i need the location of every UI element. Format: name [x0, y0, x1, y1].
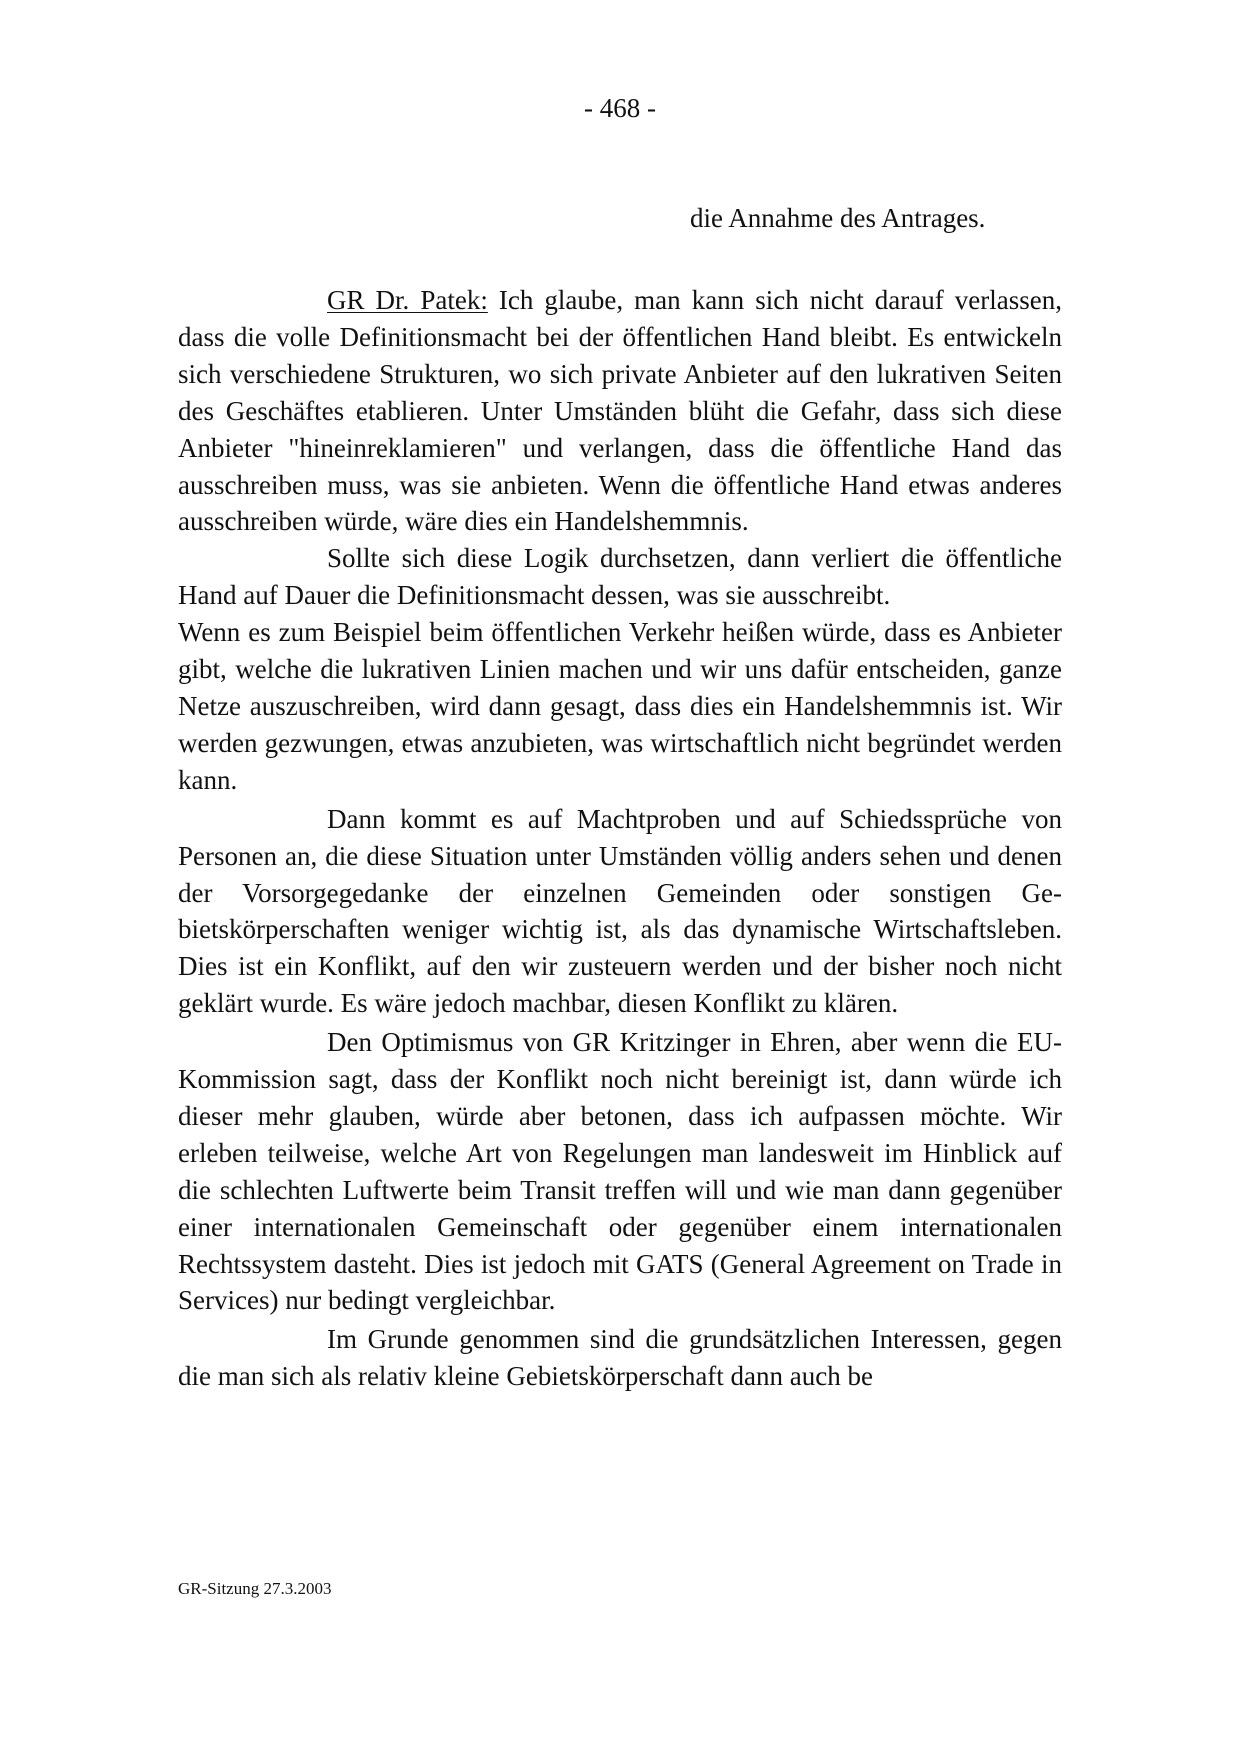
page-number: - 468 -: [584, 93, 656, 123]
paragraph-logic: Sollte sich diese Logik durchsetzen, dann verliert die öffentliche Hand auf Dauer die Definitionsmacht dessen, was sie ausschreibt.: [178, 543, 1062, 611]
footer-session-date: GR-Sitzung 27.3.2003: [178, 1579, 332, 1598]
carryover-text: die Annahme des Antrages.: [690, 203, 986, 233]
paragraph-patek-intro: [178, 282, 1062, 540]
paragraph-optimismus: Den Optimismus von GR Kritzinger in Ehren, aber wenn die EU-Kommission sagt, dass der Konflikt noch nicht bereinigt ist, dann würde ich dieser mehr glauben, würde aber betonen, dass ich aufpassen möchte. Wir erleben teilweise, welche Art von Regelungen man landesweit im Hinblick auf die schlechten Luftwerte beim Transit treffen will und wie man dann gegenüber einer internationalen Gemeinschaft oder gegenüber einem internationalen Rechtssystem dasteht. Dies ist jedoch mit GATS (General Agreement on Trade in Services) nur bedingt vergleichbar.: [178, 1027, 1062, 1316]
paragraph-grunde: Im Grunde genommen sind die grundsätzlichen Interessen, gegen die man sich als relativ kleine Gebietskörperschaft dann auch be: [178, 1324, 1062, 1392]
paragraph-machtproben: Dann kommt es auf Machtproben und auf Schiedssprüche von Personen an, die diese Situation unter Umständen völlig anders sehen und denen der Vorsorgegedanke der einzelnen Gemeinden oder sonstigen Gebietskörperschaften weniger wichtig ist, als das dynamische Wirtschaftsleben. Dies ist ein Konflikt, auf den wir zusteuern werden und der bisher noch nicht geklärt wurde. Es wäre jedoch machbar, diesen Konflikt zu klären.: [178, 803, 1062, 1019]
paragraph-text: Ich glaube, man kann sich nicht darauf verlassen, dass die volle Definitionsmacht bei der öffentlichen Hand bleibt. Es entwickeln sich verschiedene Strukturen, wo sich private Anbieter auf den lukrativen Seiten des Geschäftes etablieren. Unter Umständen blüht die Gefahr, dass sich diese Anbieter "hineinreklamieren" und verlangen, dass die öffentliche Hand das ausschreiben muss, was sie anbieten. Wenn die öffentliche Hand etwas anderes ausschreiben würde, wäre dies ein Handelshemmnis.: [178, 285, 1062, 537]
speaker-name: GR Dr. Patek:: [327, 285, 488, 315]
paragraph-verkehr: Wenn es zum Beispiel beim öffentlichen Verkehr heißen würde, dass es Anbieter gibt, welche die lukrativen Linien machen und wir uns dafür entscheiden, ganze Netze auszuschreiben, wird dann gesagt, dass dies ein Handelshemmnis ist. Wir werden gezwungen, etwas anzubieten, was wirtschaftlich nicht begründet werden kann.: [178, 617, 1062, 795]
body-text: [178, 282, 1062, 1395]
